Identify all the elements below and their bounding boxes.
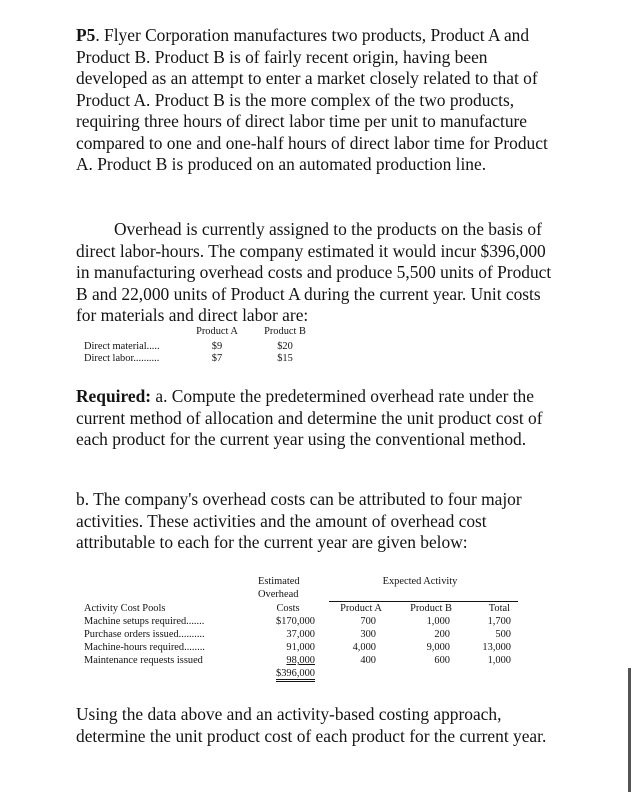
activity-a-cell: 300 bbox=[360, 629, 376, 640]
unit-cost-cell: $20 bbox=[277, 341, 293, 352]
expected-activity-rule bbox=[329, 601, 518, 602]
activity-cost-cell: $170,000 bbox=[276, 616, 315, 627]
activity-cost-total-value: $396,000 bbox=[276, 668, 315, 682]
scrollbar-edge bbox=[628, 668, 631, 792]
activity-a-cell: 4,000 bbox=[352, 642, 376, 653]
activities-text: b. The company's overhead costs can be attributed to four major activities. These activities and the amount of overhead cost attributable to each for the current year are given below: bbox=[76, 489, 522, 552]
col-header-product-b: Product B bbox=[410, 603, 452, 614]
cost-header-line: Overhead bbox=[258, 589, 299, 600]
unit-cost-cell: $15 bbox=[277, 353, 293, 364]
activity-pool-label: Purchase orders issued.......... bbox=[84, 629, 205, 640]
abc-text: Using the data above and an activity-based costing approach, determine the unit product cost of each product for the current year. bbox=[76, 704, 547, 746]
required-paragraph bbox=[76, 386, 556, 451]
unit-cost-cell: $7 bbox=[211, 353, 223, 364]
cost-header-line: Costs bbox=[276, 603, 300, 614]
cost-header-line: Estimated bbox=[258, 576, 300, 587]
col-header-product-a: Product A bbox=[340, 603, 382, 614]
activity-total-cell: 13,000 bbox=[482, 642, 511, 653]
activity-cost-cell: 37,000 bbox=[286, 629, 315, 640]
activity-cost-total bbox=[250, 668, 315, 680]
activity-total-cell: 500 bbox=[495, 629, 511, 640]
unit-cost-row-label: Direct labor.......... bbox=[84, 353, 160, 364]
unit-cost-header-product-b: Product B bbox=[264, 326, 306, 337]
activity-cost-cell: 91,000 bbox=[286, 642, 315, 653]
activity-pool-label: Machine setups required....... bbox=[84, 616, 205, 627]
activity-b-cell: 9,000 bbox=[426, 642, 450, 653]
abc-paragraph bbox=[76, 704, 556, 747]
expected-activity-header: Expected Activity bbox=[382, 576, 458, 587]
overhead-text: Overhead is currently assigned to the products on the basis of direct labor-hours. The company estimated it would incur $396,000 in manufacturing overhead costs and produce 5,500 units of Product B and 22,000 units of Product A during the current year. Unit costs for materials and direct labor are: bbox=[76, 219, 552, 325]
problem-intro-text: . Flyer Corporation manufactures two products, Product A and Product B. Product B is of fairly recent origin, having been developed as an attempt to enter a market closely related to that of Product A. Product B is the more complex of the two products, requiring three hours of direct labor time per unit to manufacture compared to one and one-half hours of direct labor time for Product A. Product B is produced on an automated production line. bbox=[76, 25, 548, 174]
activity-b-cell: 1,000 bbox=[426, 616, 450, 627]
problem-intro-paragraph bbox=[76, 25, 556, 176]
activity-pools-header: Activity Cost Pools bbox=[84, 603, 166, 614]
unit-cost-row-label: Direct material..... bbox=[84, 341, 160, 352]
activities-paragraph bbox=[76, 489, 556, 554]
required-label: Required: bbox=[76, 386, 152, 406]
unit-cost-cell: $9 bbox=[211, 341, 223, 352]
activity-cost-cell: 98,000 bbox=[286, 655, 315, 666]
activity-pool-label: Maintenance requests issued bbox=[84, 655, 203, 666]
problem-label: P5 bbox=[76, 25, 96, 45]
activity-a-cell: 700 bbox=[360, 616, 376, 627]
activity-a-cell: 400 bbox=[360, 655, 376, 666]
activity-total-cell: 1,700 bbox=[487, 616, 511, 627]
activity-b-cell: 600 bbox=[434, 655, 450, 666]
overhead-paragraph bbox=[76, 219, 556, 327]
col-header-total: Total bbox=[488, 603, 510, 614]
required-text: a. Compute the predetermined overhead rate under the current method of allocation and determine the unit product cost of each product for the current year using the conventional method. bbox=[76, 386, 543, 449]
activity-pool-label: Machine-hours required........ bbox=[84, 642, 205, 653]
activity-total-cell: 1,000 bbox=[487, 655, 511, 666]
activity-b-cell: 200 bbox=[434, 629, 450, 640]
unit-cost-header-product-a: Product A bbox=[196, 326, 238, 337]
